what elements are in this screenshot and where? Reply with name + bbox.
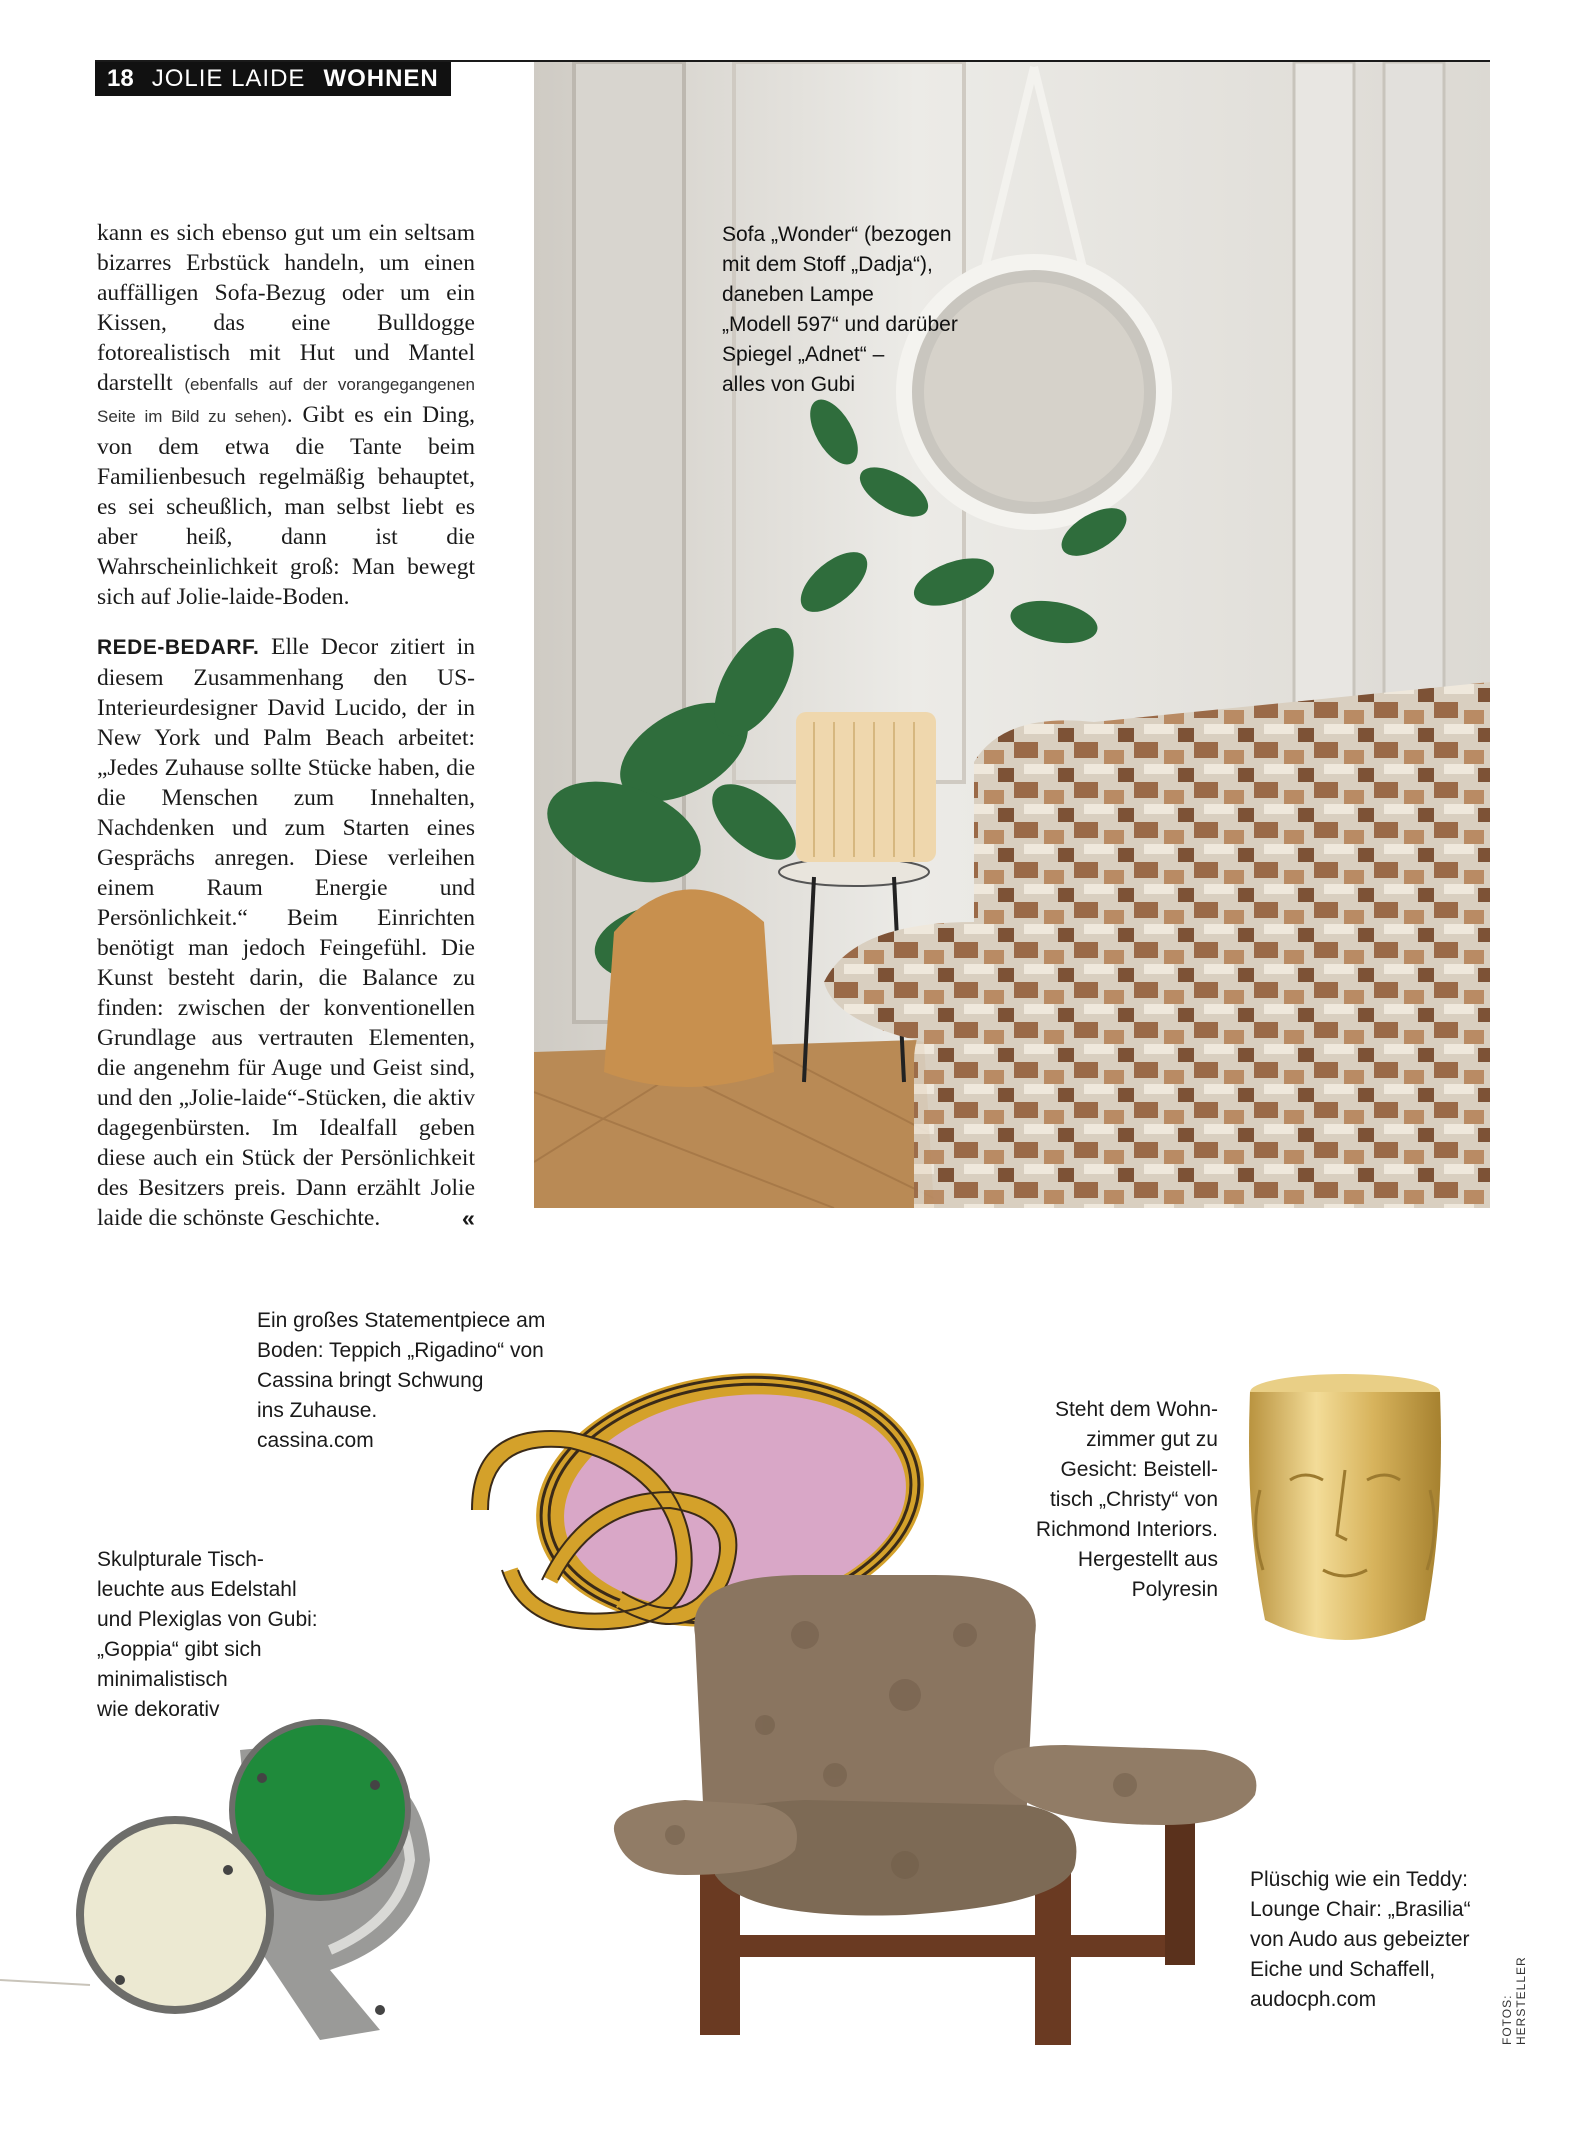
photo-credit: FOTOS: HERSTELLER (1500, 1956, 1528, 2045)
article-column (97, 218, 475, 1253)
lounge-chair-image (605, 1575, 1295, 2045)
lounge-chair-caption: Plüschig wie ein Teddy: Lounge Chair: „Brasilia“ von Audo aus gebeizter Eiche und Schaffell, audocph.com (1250, 1868, 1471, 2011)
article-paragraph-1: kann es sich ebenso gut um ein seltsam bizarres Erbstück handeln, um einen auffälligen Sofa-Bezug oder um ein Kissen, das eine Bulldogge fotorealistisch mit Hut und Mantel darstellt (ebenfalls auf der vorangegangenen Seite im Bild zu sehen). Gibt es ein Ding, von dem etwa die Tante beim Familienbesuch regelmäßig behauptet, es sei scheußlich, man selbst liebt es aber heiß, dann ist die Wahrscheinlichkeit groß: Man bewegt sich auf Jolie-laide-Boden. (97, 220, 475, 610)
interior-photo (534, 62, 1490, 1208)
page-header (95, 62, 451, 96)
lamp-caption: Skulpturale Tisch- leuchte aus Edelstahl und Plexiglas von Gubi: „Goppia“ gibt sich minimalistisch wie dekorativ (97, 1548, 318, 1721)
picture-reference-note: (ebenfalls auf der vorangegangenen Seite im Bild zu sehen) (97, 375, 475, 426)
side-table-caption: Steht dem Wohn- zimmer gut zu Gesicht: Beistell- tisch „Christy“ von Richmond Interiors. Hergestellt aus Polyresin (1035, 1398, 1218, 1601)
interior-photo-illustration (534, 62, 1490, 1208)
end-mark: « (461, 1205, 475, 1231)
section-label: JOLIE LAIDE (151, 65, 306, 92)
table-lamp-image (0, 1690, 480, 2050)
run-in-heading: REDE-BEDARF. (97, 636, 260, 659)
photo-caption: Sofa „Wonder“ (bezogen mit dem Stoff „Dadja“), daneben Lampe „Modell 597“ und darüber Spiegel „Adnet“ – alles von Gubi (722, 223, 958, 396)
topic-label: WOHNEN (323, 65, 439, 92)
page-number: 18 (107, 65, 134, 92)
rug-caption: Ein großes Statementpiece am Boden: Teppich „Rigadino“ von Cassina bringt Schwung ins Zuhause. cassina.com (257, 1309, 546, 1452)
article-paragraph-2: REDE-BEDARF. Elle Decor zitiert in diesem Zusammenhang den US-Interieurdesigner David Lucido, der in New York und Palm Beach arbeitet: „Jedes Zuhause sollte Stücke haben, die die Menschen zum Innehalten, Nachdenken und zum Starten eines Gesprächs anregen. Diese verleihen einem Raum Energie und Persönlichkeit.“ Beim Einrichten benötigt man jedoch Feingefühl. Die Kunst besteht darin, die Balance zu finden: zwischen der konventionellen Grundlage aus vertrauten Elementen, die angenehm für Auge und Geist sind, und den „Jolie-laide“-Stücken, die aktiv dagegenbürsten. Im Idealfall geben diese auch ein Stück der Persönlichkeit des Besitzers preis. Dann erzählt Jolie laide die schönste Geschichte. « (97, 634, 475, 1231)
